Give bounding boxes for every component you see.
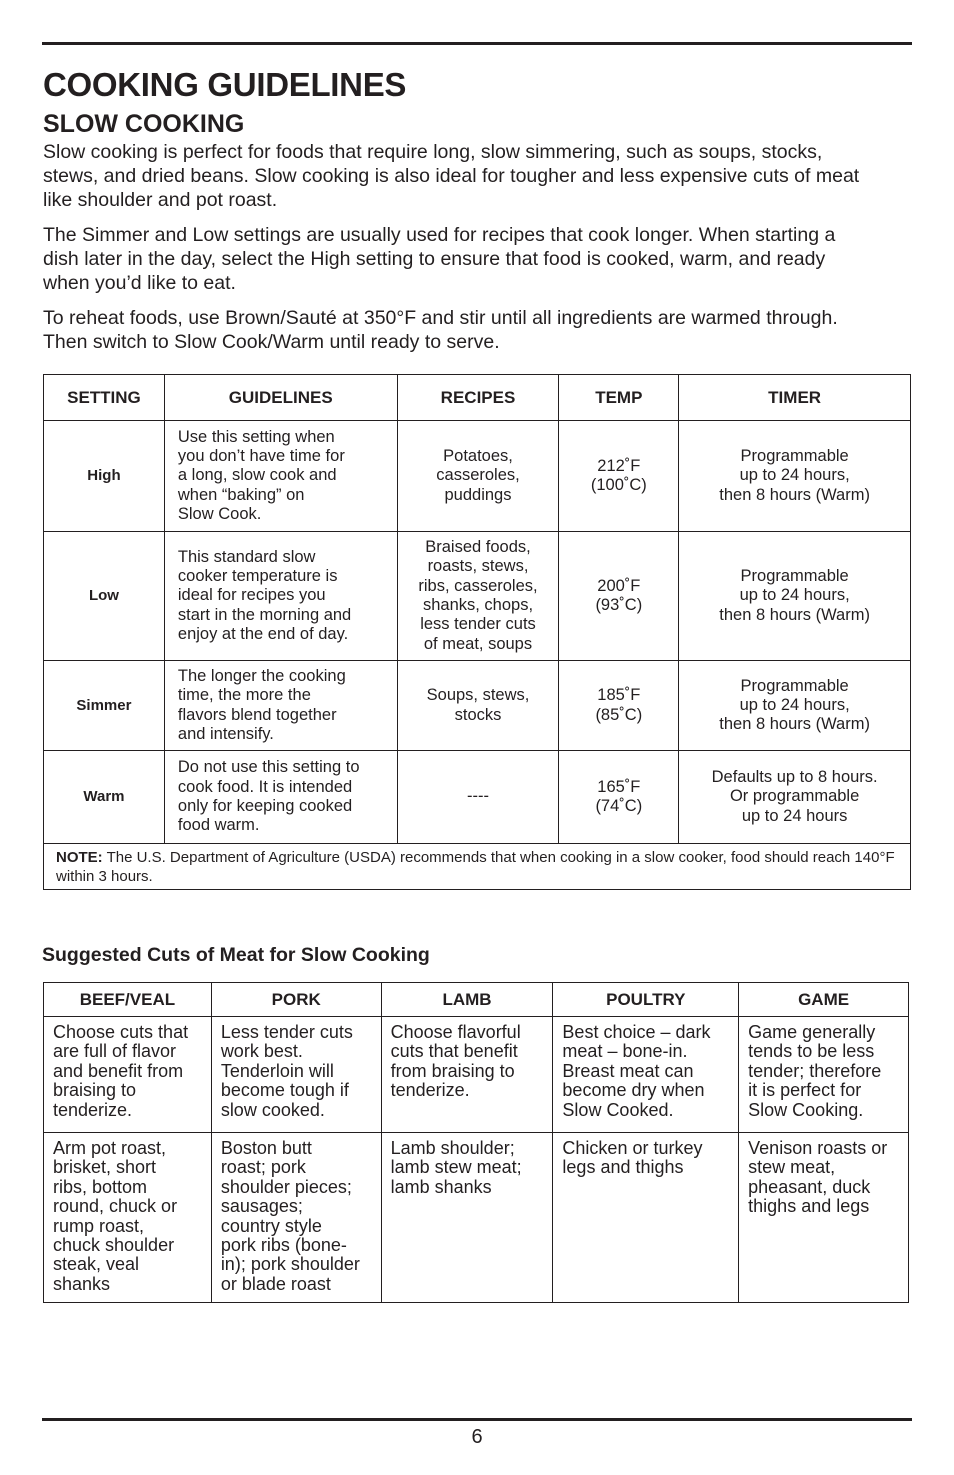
guidelines-cell: This standard slow cooker temperature is ideal for recipes you start in the morning and enjoy at the end of day.	[164, 532, 397, 661]
table-row	[44, 1133, 909, 1303]
table-cell: Venison roasts or stew meat, pheasant, duck thighs and legs	[739, 1133, 909, 1303]
temp-cell: 200˚F (93˚C)	[559, 532, 679, 661]
column-header: POULTRY	[553, 983, 739, 1017]
table-row	[44, 751, 911, 844]
note-text: The U.S. Department of Agriculture (USDA) recommends that when cooking in a slow cooker, food should reach 140°F within 3 hours.	[56, 849, 895, 885]
settings-paragraph: The Simmer and Low settings are usually used for recipes that cook longer. When starting a dish later in the day, select the High setting to ensure that food is cooked, warm, and ready when you’d like to eat.	[43, 224, 836, 294]
timer-cell: Programmable up to 24 hours, then 8 hours (Warm)	[679, 421, 911, 532]
table-row	[44, 532, 911, 661]
table-cell: Boston butt roast; pork shoulder pieces; sausages; country style pork ribs (bone- in); pork shoulder or blade roast	[211, 1133, 381, 1303]
recipes-cell: Potatoes, casseroles, puddings	[397, 421, 559, 532]
column-header: SETTING	[44, 375, 165, 421]
settings-table	[43, 374, 911, 890]
guidelines-cell: Do not use this setting to cook food. It is intended only for keeping cooked food warm.	[164, 751, 397, 844]
setting-cell: High	[44, 421, 165, 532]
setting-cell: Low	[44, 532, 165, 661]
note-label: NOTE:	[56, 849, 103, 866]
column-header: RECIPES	[397, 375, 559, 421]
table-cell: Less tender cuts work best. Tenderloin will become tough if slow cooked.	[211, 1017, 381, 1133]
note-row	[44, 844, 911, 890]
table-cell: Arm pot roast, brisket, short ribs, bottom round, chuck or rump roast, chuck shoulder steak, veal shanks	[44, 1133, 212, 1303]
table-row	[44, 1017, 909, 1133]
column-header: GAME	[739, 983, 909, 1017]
timer-cell: Programmable up to 24 hours, then 8 hours (Warm)	[679, 661, 911, 751]
recipes-cell: Braised foods, roasts, stews, ribs, casseroles, shanks, chops, less tender cuts of meat, soups	[397, 532, 559, 661]
reheat-paragraph: To reheat foods, use Brown/Sauté at 350°F and stir until all ingredients are warmed through. Then switch to Slow Cook/Warm until ready to serve.	[43, 307, 838, 353]
bottom-rule	[42, 1418, 912, 1421]
guidelines-cell: The longer the cooking time, the more the flavors blend together and intensify.	[164, 661, 397, 751]
top-rule	[42, 42, 912, 45]
temp-cell: 185˚F (85˚C)	[559, 661, 679, 751]
column-header: BEEF/VEAL	[44, 983, 212, 1017]
table-cell: Lamb shoulder; lamb stew meat; lamb shanks	[381, 1133, 553, 1303]
setting-cell: Warm	[44, 751, 165, 844]
temp-cell: 212˚F (100˚C)	[559, 421, 679, 532]
column-header: PORK	[211, 983, 381, 1017]
recipes-cell: ----	[397, 751, 559, 844]
setting-cell: Simmer	[44, 661, 165, 751]
table-header-row	[44, 375, 911, 421]
table-row	[44, 661, 911, 751]
table-header-row	[44, 983, 909, 1017]
page-number: 6	[471, 1426, 483, 1448]
table-cell: Chicken or turkey legs and thighs	[553, 1133, 739, 1303]
cuts-heading: Suggested Cuts of Meat for Slow Cooking	[42, 944, 430, 966]
table-cell: Choose flavorful cuts that benefit from braising to tenderize.	[381, 1017, 553, 1133]
note-cell	[44, 844, 911, 890]
timer-cell: Programmable up to 24 hours, then 8 hours (Warm)	[679, 532, 911, 661]
recipes-cell: Soups, stews, stocks	[397, 661, 559, 751]
section-title: SLOW COOKING	[43, 110, 245, 138]
column-header: TEMP	[559, 375, 679, 421]
column-header: TIMER	[679, 375, 911, 421]
meat-cuts-table	[43, 982, 909, 1303]
temp-cell: 165˚F (74˚C)	[559, 751, 679, 844]
table-cell: Game generally tends to be less tender; therefore it is perfect for Slow Cooking.	[739, 1017, 909, 1133]
guidelines-cell: Use this setting when you don’t have time for a long, slow cook and when “baking” on Slow Cook.	[164, 421, 397, 532]
timer-cell: Defaults up to 8 hours. Or programmable up to 24 hours	[679, 751, 911, 844]
table-row	[44, 421, 911, 532]
column-header: GUIDELINES	[164, 375, 397, 421]
column-header: LAMB	[381, 983, 553, 1017]
table-cell: Best choice – dark meat – bone-in. Breast meat can become dry when Slow Cooked.	[553, 1017, 739, 1133]
intro-paragraph: Slow cooking is perfect for foods that require long, slow simmering, such as soups, stocks, stews, and dried beans. Slow cooking is also ideal for tougher and less expensive cuts of meat like shoulder and pot roast.	[43, 141, 860, 211]
table-cell: Choose cuts that are full of flavor and benefit from braising to tenderize.	[44, 1017, 212, 1133]
page-title: COOKING GUIDELINES	[43, 66, 407, 103]
